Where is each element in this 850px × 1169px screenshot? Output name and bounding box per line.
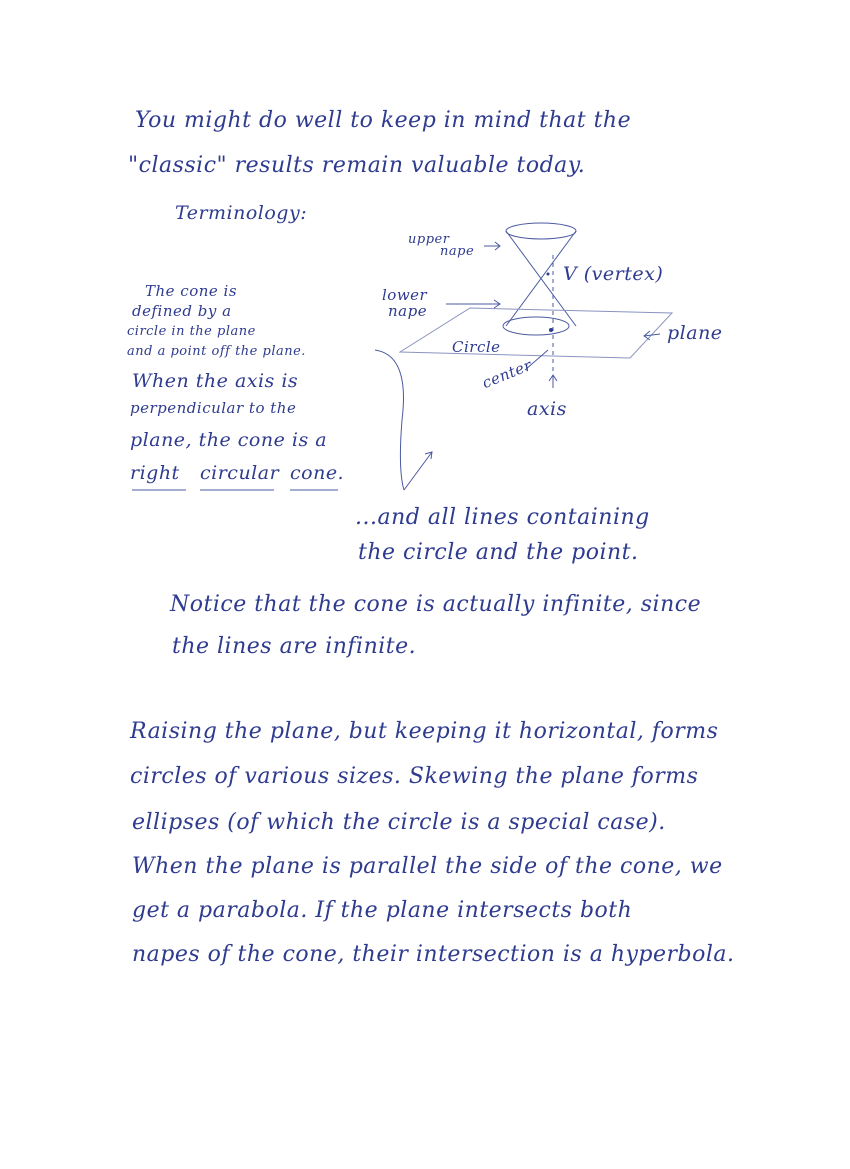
plane-parallelogram	[400, 308, 672, 358]
terminology-heading: Terminology:	[175, 202, 308, 224]
curve-arrow	[404, 452, 432, 490]
continuation-line-1: ...and all lines containing	[355, 505, 650, 530]
lower-nape-ellipse	[503, 317, 569, 335]
notice-line-2: the lines are infinite.	[172, 634, 417, 659]
upper-nape-arrow	[484, 242, 500, 250]
plane-arrow	[644, 331, 660, 340]
upper-nape-label-1: upper	[408, 232, 450, 247]
curve-connector	[375, 350, 404, 490]
conics-line-5: get a parabola. If the plane intersects both	[132, 898, 633, 923]
definition-line-7: plane, the cone is a	[130, 429, 328, 451]
right-word: right	[130, 462, 180, 484]
upper-nape-label-2: nape	[440, 244, 475, 259]
upper-nape-ellipse	[506, 223, 576, 239]
conics-line-6: napes of the cone, their intersection is a hyperbola.	[132, 942, 735, 967]
conics-line-2: circles of various sizes. Skewing the plane forms	[130, 764, 699, 789]
center-label: center	[479, 355, 535, 393]
axis-arrow	[549, 375, 557, 388]
conics-line-4: When the plane is parallel the side of the cone, we	[132, 854, 723, 879]
definition-line-5: When the axis is	[132, 370, 299, 392]
continuation-line-2: the circle and the point.	[358, 540, 639, 565]
vertex-label: V (vertex)	[563, 263, 664, 285]
definition-line-1: The cone is	[145, 282, 238, 300]
notice-line-1: Notice that the cone is actually infinite, since	[170, 592, 702, 617]
definition-line-3: circle in the plane	[127, 324, 256, 339]
circle-label: Circle	[452, 338, 501, 356]
lower-nape-arrow	[446, 300, 500, 308]
plane-label: plane	[667, 322, 723, 344]
definition-line-4: and a point off the plane.	[127, 344, 306, 359]
vertex-dot	[547, 273, 550, 276]
lower-nape-label-2: nape	[388, 302, 428, 320]
conics-line-1: Raising the plane, but keeping it horizontal, forms	[130, 719, 719, 744]
intro-line-2: "classic" results remain valuable today.	[128, 153, 586, 178]
center-dot	[549, 328, 553, 332]
definition-line-2: defined by a	[132, 302, 232, 320]
lower-nape-label-1: lower	[382, 286, 428, 304]
definition-line-6: perpendicular to the	[130, 399, 297, 417]
axis-label: axis	[527, 398, 567, 420]
circular-word: circular	[200, 462, 280, 484]
cone-word: cone.	[290, 462, 345, 484]
conics-line-3: ellipses (of which the circle is a special case).	[132, 810, 666, 835]
intro-line-1: You might do well to keep in mind that the	[135, 108, 632, 133]
